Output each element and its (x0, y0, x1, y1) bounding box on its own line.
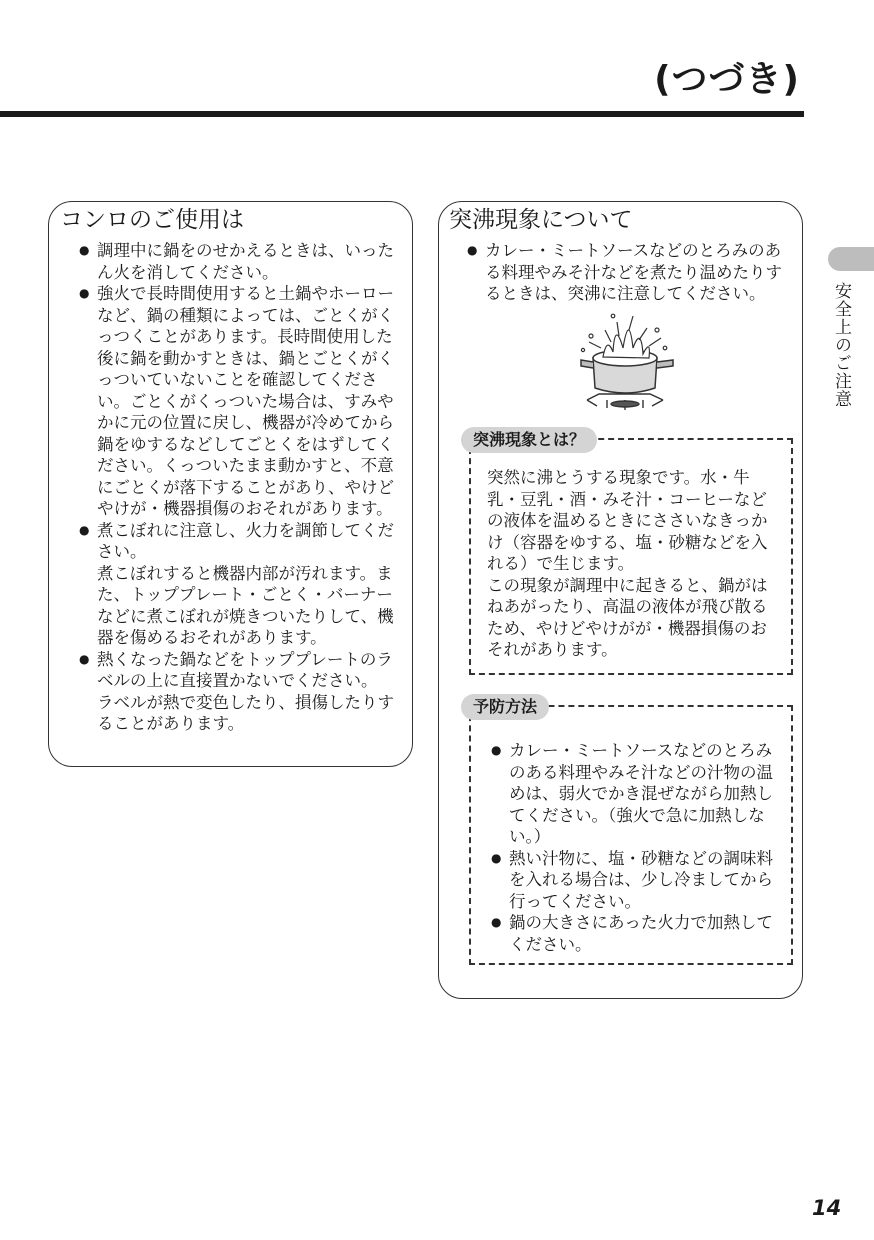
splash-icon (581, 314, 666, 358)
list-item (491, 740, 777, 848)
list-item-note: 煮こぼれすると機器内部が汚れます。また、トッププレート・ごとく・バーナーなどに煮こぼれが焼きついたりして、機器を傷めるおそれがあります。 (97, 563, 394, 647)
what-is-bumping-text (487, 467, 779, 661)
list-item-text: 強火で長時間使用すると土鍋やホーローなど、鍋の種類によっては、ごとくがくっつくことがあります。長時間使用した後に鍋を動かすときは、鍋とごとくがくっついていないことを確認してください。ごとくがくっついた場合は、すみやかに元の位置に戻し、機器が冷めてから鍋をゆするなどしてごとくをはずしてください。くっついたまま動かすと、不意にごとくが落下することがあり、やけどやけが・機器損傷のおそれがあります。 (97, 284, 394, 518)
list-item-note: ラベルが熱で変色したり、損傷したりすることがあります。 (97, 692, 394, 733)
paragraph: 突然に沸とうする現象です。水・牛乳・豆乳・酒・みそ汁・コーヒーなどの液体を温めるときにささいなきっかけ（容器をゆする、塩・砂糖などを入れる）で生じます。 (487, 468, 768, 573)
list-item (467, 240, 793, 305)
stove-usage-box (48, 201, 413, 767)
bumping-title: 突沸現象について (449, 207, 633, 233)
paragraph: この現象が調理中に起きると、鍋がはねあがったり、高温の液体が飛び散るため、やけどやけがが・機器損傷のおそれがあります。 (487, 575, 768, 659)
page-number: 14 (812, 1196, 842, 1220)
what-is-bumping-label: 突沸現象とは？ (461, 427, 597, 453)
heading-rule (0, 111, 804, 117)
bumping-list (467, 240, 793, 305)
list-item-text: 煮こぼれに注意し、火力を調節してください。 (97, 520, 394, 561)
list-item-text: カレー・ミートソースなどのとろみのある料理やみそ汁などの汁物の温めは、弱火でかき混ぜながら加熱してください。（強火で急に加熱しない。） (509, 741, 773, 846)
prevention-label: 予防方法 (461, 694, 549, 720)
page-heading: (つづき) (654, 59, 800, 100)
section-tab-marker (828, 247, 874, 271)
list-item (79, 240, 401, 283)
boiling-pot-illustration (567, 302, 682, 417)
stove-usage-list (79, 240, 401, 735)
list-item (79, 520, 401, 649)
list-item-text: 熱くなった鍋などをトッププレートのラベルの上に直接置かないでください。 (97, 649, 393, 690)
section-tab-label: 安全上のご注意 (831, 282, 851, 408)
list-item-text: カレー・ミートソースなどのとろみのある料理やみそ汁などを煮たり温めたりするときは、突沸に注意してください。 (485, 241, 782, 303)
list-item-text: 熱い汁物に、塩・砂糖などの調味料を入れる場合は、少し冷ましてから行ってください。 (509, 848, 773, 911)
list-item (491, 848, 777, 913)
what-is-bumping-panel (469, 430, 793, 675)
stove-usage-title: コンロのご使用は (60, 207, 244, 233)
burner-icon (587, 394, 663, 410)
prevention-panel (469, 697, 793, 965)
prevention-list (491, 740, 777, 955)
list-item-text: 調理中に鍋をのせかえるときは、いったん火を消してください。 (97, 241, 394, 282)
list-item (491, 912, 777, 955)
list-item-text: 鍋の大きさにあった火力で加熱してください。 (509, 913, 773, 954)
bumping-box (438, 201, 803, 999)
list-item (79, 649, 401, 735)
list-item (79, 283, 401, 520)
